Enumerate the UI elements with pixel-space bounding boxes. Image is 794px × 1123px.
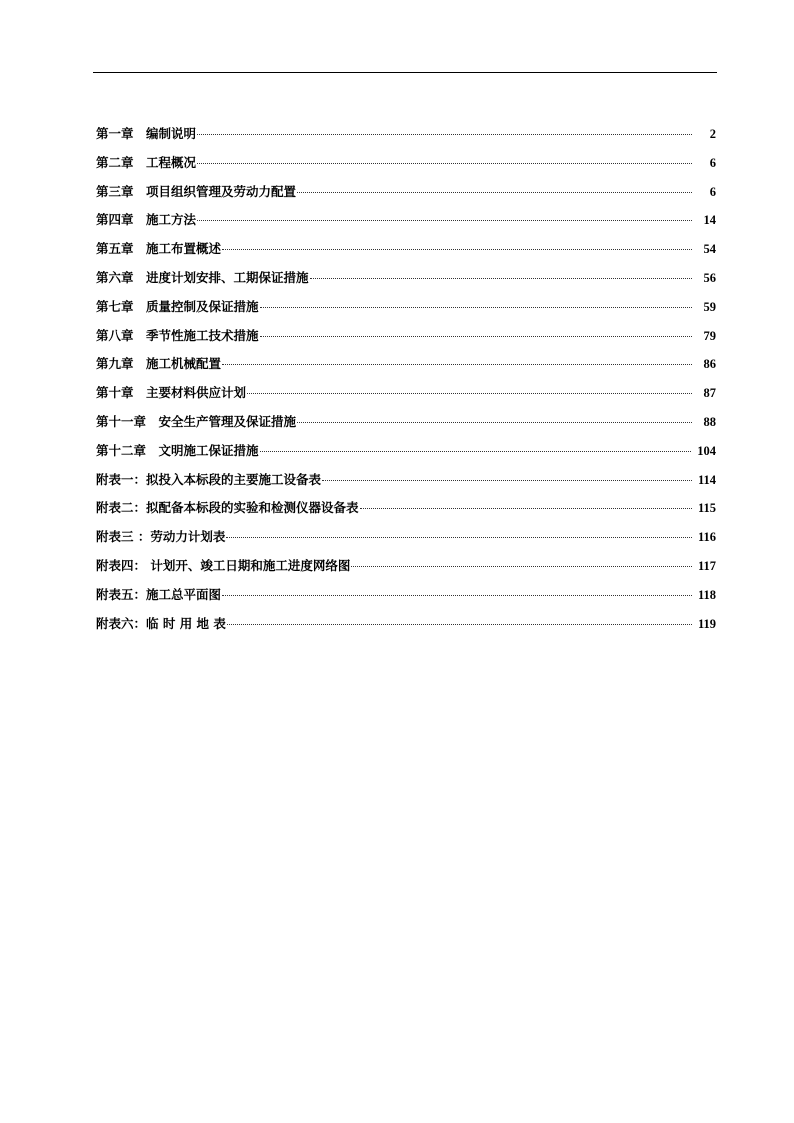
toc-entry-label: 第十二章 文明施工保证措施 [96, 442, 259, 458]
toc-dot-leader [297, 422, 692, 423]
toc-entry[interactable] [96, 182, 716, 211]
toc-entry-page: 119 [697, 616, 716, 631]
toc-dot-leader [222, 364, 692, 365]
toc-entry-page: 115 [697, 501, 716, 516]
toc-entry-page: 86 [703, 357, 716, 372]
toc-entry-page: 54 [703, 242, 716, 257]
toc-entry[interactable] [96, 527, 716, 556]
toc-entry-label: 附表二：拟配备本标段的实验和检测仪器设备表 [96, 500, 359, 516]
toc-entry[interactable] [96, 585, 716, 614]
toc-dot-leader [360, 508, 692, 509]
toc-entry-page: 79 [703, 328, 716, 343]
toc-entry-label: 第十章 主要材料供应计划 [96, 385, 247, 401]
toc-entry-label: 第六章 进度计划安排、工期保证措施 [96, 269, 309, 285]
toc-entry-page: 116 [697, 530, 716, 545]
toc-dot-leader [297, 192, 692, 193]
toc-dot-leader [227, 624, 692, 625]
toc-entry-page: 14 [703, 213, 716, 228]
header-rule [93, 72, 717, 73]
toc-entry-page: 56 [703, 270, 716, 285]
toc-entry-page: 87 [703, 386, 716, 401]
toc-entry-page: 59 [703, 299, 716, 314]
toc-entry[interactable] [96, 239, 716, 268]
toc-entry-page: 2 [709, 127, 716, 141]
toc-entry[interactable] [96, 124, 716, 153]
toc-entry[interactable] [96, 556, 716, 585]
toc-entry-page: 6 [709, 184, 716, 199]
toc-entry-page: 114 [697, 472, 716, 487]
toc-entry-label: 第十一章 安全生产管理及保证措施 [96, 413, 297, 429]
toc-entry-label: 第四章 施工方法 [96, 212, 197, 228]
toc-entry-page: 117 [697, 558, 716, 573]
toc-entry[interactable] [96, 614, 716, 643]
toc-dot-leader [322, 480, 692, 481]
toc-entry[interactable] [96, 153, 716, 182]
toc-entry-label: 第七章 质量控制及保证措施 [96, 298, 259, 314]
toc-entry[interactable] [96, 412, 716, 441]
toc-dot-leader [260, 307, 692, 308]
toc-dot-leader [260, 336, 692, 337]
toc-entry[interactable] [96, 297, 716, 326]
toc-entry-label: 第五章 施工布置概述 [96, 241, 222, 257]
toc-entry-label: 附表五：施工总平面图 [96, 586, 222, 602]
toc-dot-leader [226, 537, 692, 538]
toc-dot-leader [351, 566, 692, 567]
toc-entry-label: 附表六：临 时 用 地 表 [96, 615, 226, 631]
toc-dot-leader [310, 278, 692, 279]
table-of-contents [96, 124, 716, 642]
toc-dot-leader [247, 393, 692, 394]
toc-dot-leader [260, 451, 692, 452]
toc-entry[interactable] [96, 441, 716, 470]
toc-entry-page: 104 [697, 443, 716, 458]
toc-dot-leader [197, 220, 692, 221]
toc-entry-label: 附表一：拟投入本标段的主要施工设备表 [96, 471, 322, 487]
toc-entry-page: 118 [697, 587, 716, 602]
toc-entry-label: 第一章 编制说明 [96, 126, 197, 141]
toc-entry[interactable] [96, 354, 716, 383]
toc-entry-label: 第八章 季节性施工技术措施 [96, 327, 259, 343]
toc-entry-label: 第二章 工程概况 [96, 154, 197, 170]
toc-entry-label: 第三章 项目组织管理及劳动力配置 [96, 183, 297, 199]
toc-dot-leader [222, 595, 692, 596]
toc-entry[interactable] [96, 268, 716, 297]
toc-entry-label: 附表四： 计划开、竣工日期和施工进度网络图 [96, 557, 351, 573]
toc-entry[interactable] [96, 326, 716, 355]
toc-entry-page: 6 [709, 155, 716, 170]
toc-entry[interactable] [96, 470, 716, 499]
toc-entry-label: 第九章 施工机械配置 [96, 356, 222, 372]
toc-entry[interactable] [96, 210, 716, 239]
toc-dot-leader [197, 134, 692, 135]
toc-dot-leader [222, 249, 692, 250]
toc-entry-label: 附表三 ：劳动力计划表 [96, 529, 226, 545]
toc-entry[interactable] [96, 498, 716, 527]
toc-entry[interactable] [96, 383, 716, 412]
toc-entry-page: 88 [703, 414, 716, 429]
toc-dot-leader [197, 163, 692, 164]
